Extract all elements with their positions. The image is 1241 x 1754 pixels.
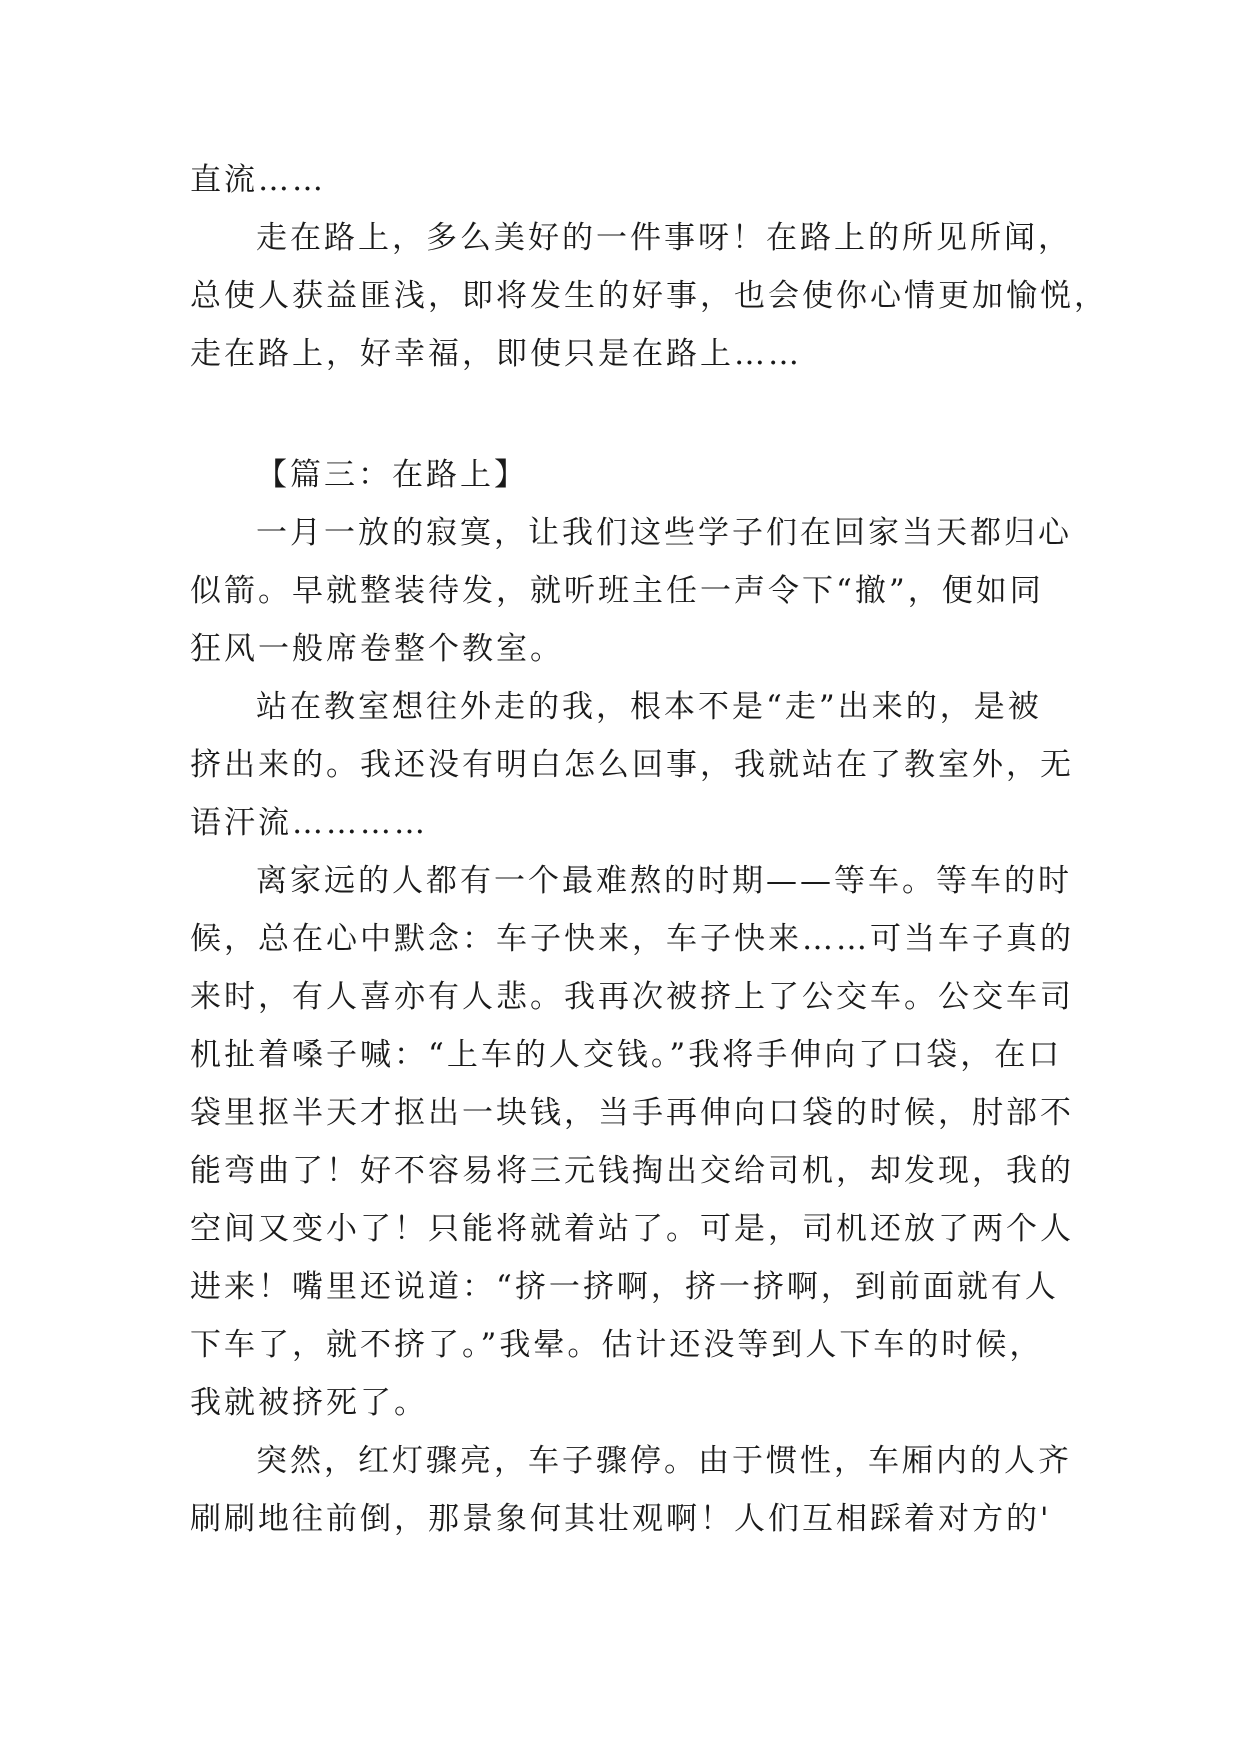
text-line: 狂风一般席卷整个教室。	[190, 631, 564, 667]
text-line: 直流……	[190, 162, 326, 198]
text-line: 似箭。早就整装待发，就听班主任一声令下“撤”，便如同	[190, 573, 1044, 609]
text-line: 空间又变小了！只能将就着站了。可是，司机还放了两个人	[190, 1211, 1074, 1247]
paragraph-line: 站在教室想往外走的我，根本不是“走”出来的，是被	[256, 689, 1042, 725]
text-line: 能弯曲了！好不容易将三元钱掏出交给司机，却发现，我的	[190, 1153, 1074, 1189]
paragraph-line: 一月一放的寂寞，让我们这些学子们在回家当天都归心	[256, 515, 1072, 551]
text-line: 走在路上，好幸福，即使只是在路上……	[190, 336, 802, 372]
text-line: 进来！嘴里还说道：“挤一挤啊，挤一挤啊，到前面就有人	[190, 1269, 1059, 1305]
text-line: 机扯着嗓子喊：“上车的人交钱。”我将手伸向了口袋，在口	[190, 1037, 1063, 1073]
text-line: 挤出来的。我还没有明白怎么回事，我就站在了教室外，无	[190, 747, 1074, 783]
text-line: 候，总在心中默念：车子快来，车子快来……可当车子真的	[190, 921, 1074, 957]
text-line: 我就被挤死了。	[190, 1385, 428, 1421]
paragraph-line: 离家远的人都有一个最难熬的时期——等车。等车的时	[256, 863, 1072, 899]
section-heading: 【篇三：在路上】	[256, 457, 528, 493]
text-line: 来时，有人喜亦有人悲。我再次被挤上了公交车。公交车司	[190, 979, 1074, 1015]
text-line: 语汗流…………	[190, 805, 428, 841]
paragraph-line: 走在路上，多么美好的一件事呀！在路上的所见所闻，	[256, 220, 1072, 256]
text-line: 刷刷地往前倒，那景象何其壮观啊！人们互相踩着对方的'	[190, 1501, 1052, 1537]
text-line: 袋里抠半天才抠出一块钱，当手再伸向口袋的时候，肘部不	[190, 1095, 1074, 1131]
text-line: 总使人获益匪浅，即将发生的好事，也会使你心情更加愉悦，	[190, 278, 1108, 314]
text-line: 下车了，就不挤了。”我晕。估计还没等到人下车的时候，	[190, 1327, 1044, 1363]
paragraph-line: 突然，红灯骤亮，车子骤停。由于惯性，车厢内的人齐	[256, 1443, 1072, 1479]
